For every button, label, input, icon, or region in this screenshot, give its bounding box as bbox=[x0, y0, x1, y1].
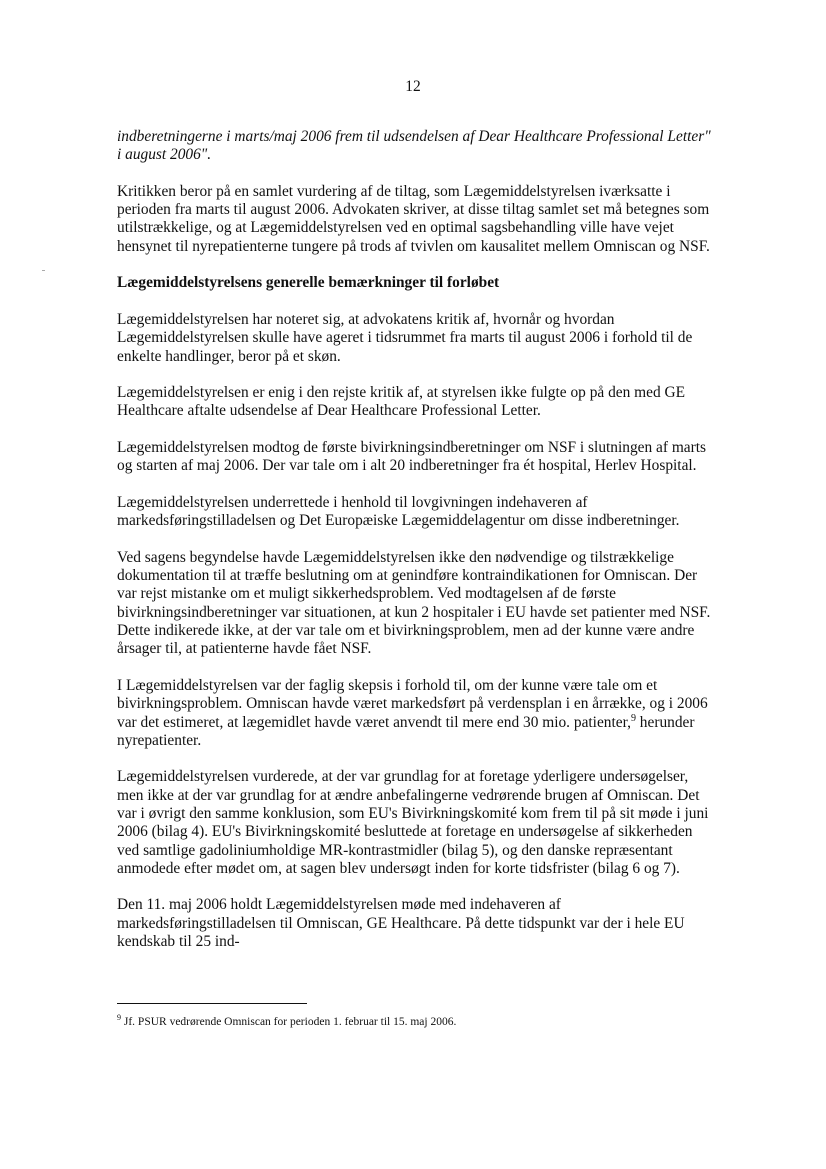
page-number: 12 bbox=[405, 78, 421, 95]
paragraph-skepticism-text: I Lægemiddelstyrelsen var der faglig skepsis i forhold til, om der kunne være tale om et bivirkningsproblem. Omniscan havde været markedsført på verdensplan i en årrække, og i 2006 var det estimeret, at lægemidlet havde været anvendt til mere end 30 mio. patienter, bbox=[117, 676, 708, 731]
paragraph-noted: Lægemiddelstyrelsen har noteret sig, at advokatens kritik af, hvornår og hvordan Lægemiddelstyrelsen skulle have ageret i tidsrummet fra marts til august 2006 i forhold til de enkelte handlinger, beror på et skøn. bbox=[117, 310, 693, 365]
footnote-number: 9 bbox=[117, 1013, 121, 1023]
paragraph-notified: Lægemiddelstyrelsen underrettede i henhold til lovgivningen indehaveren af markedsføringstilladelsen og Det Europæiske Lægemiddelagentur om disse indberetninger. bbox=[117, 493, 680, 530]
footnote bbox=[117, 1015, 717, 1029]
section-heading: Lægemiddelstyrelsens generelle bemærkninger til forløbet bbox=[117, 274, 500, 292]
scan-artifact bbox=[42, 270, 45, 271]
footnote-divider bbox=[117, 1003, 307, 1004]
footnote-text: Jf. PSUR vedrørende Omniscan for perioden 1. februar til 15. maj 2006. bbox=[121, 1016, 457, 1028]
paragraph-agree: Lægemiddelstyrelsen er enig i den rejste kritik af, at styrelsen ikke fulgte op på den med GE Healthcare aftalte udsendelse af Dear Healthcare Professional Letter. bbox=[117, 384, 686, 420]
footnote-reference[interactable]: 9 bbox=[630, 712, 636, 724]
paragraph-documentation: Ved sagens begyndelse havde Lægemiddelstyrelsen ikke den nødvendige og tilstrækkelige dokumentation til at træffe beslutning om at genindføre kontraindikationen for Omniscan. Der var rejst mistanke om et muligt sikkerhedsproblem. Ved modtagelsen af de første bivirkningsindberetninger var situationen, at kun 2 hospitaler i EU havde set patienter med NSF. Dette indikerede ikke, at der var tale om et bivirkningsproblem, men ad der kunne være andre årsager til, at patienterne havde fået NSF. bbox=[117, 548, 711, 658]
paragraph-assessment: Lægemiddelstyrelsen vurderede, at der var grundlag for at foretage yderligere undersøgelser, men ikke at der var grundlag for at ændre anbefalingerne vedrørende brugen af Omniscan. Det var i øvrigt den samme konklusion, som EU's Bivirkningskomité kom frem til på sit møde i juni 2006 (bilag 4). EU's Bivirkningskomité besluttede at foretage en undersøgelse af sikkerheden ved samtlige gadoliniumholdige MR-kontrastmidler (bilag 5), og den danske repræsentant anmodede efter mødet om, at sagen blev undersøgt inden for korte tidsfrister (bilag 6 og 7). bbox=[117, 768, 709, 877]
paragraph-criticism: Kritikken beror på en samlet vurdering af de tiltag, som Lægemiddelstyrelsen iværksatte i perioden fra marts til august 2006. Advokaten skriver, at disse tiltag samlet set må betegnes som utilstrækkelige, og at Lægemiddelstyrelsen ved en optimal sagsbehandling ville have vejet hensynet til nyrepatienterne tungere på trods af tvivlen om kausalitet mellem Omniscan og NSF. bbox=[117, 182, 710, 255]
paragraph-skepticism-end: herunder nyrepatienter. bbox=[117, 713, 695, 749]
intro-italic-paragraph: indberetningerne i marts/maj 2006 frem til udsendelsen af Dear Healthcare Professional Letter" i august 2006". bbox=[117, 128, 711, 164]
paragraph-skepticism bbox=[117, 677, 713, 750]
body-text bbox=[117, 128, 713, 970]
paragraph-meeting: Den 11. maj 2006 holdt Lægemiddelstyrelsen møde med indehaveren af markedsføringstilladelsen til Omniscan, GE Healthcare. På dette tidspunkt var der i hele EU kendskab til 25 ind- bbox=[117, 896, 685, 951]
paragraph-first-reports: Lægemiddelstyrelsen modtog de første bivirkningsindberetninger om NSF i slutningen af marts og starten af maj 2006. Der var tale om i alt 20 indberetninger fra ét hospital, Herlev Hospital. bbox=[117, 439, 707, 475]
